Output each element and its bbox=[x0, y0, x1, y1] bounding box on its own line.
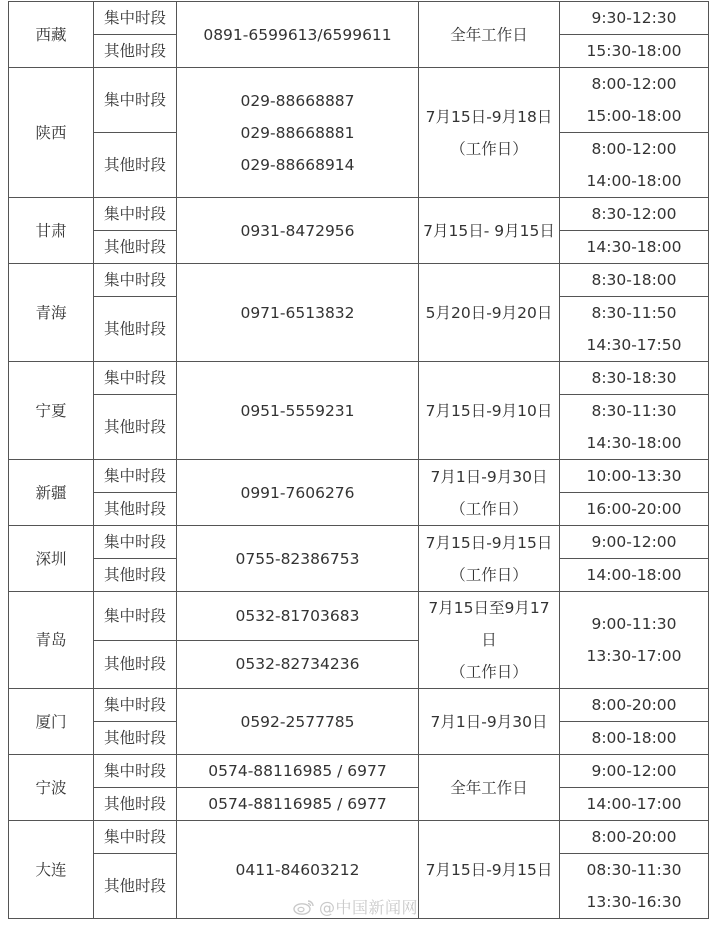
table-row bbox=[9, 362, 709, 395]
hours-cell: 8:30-11:30 14:30-18:00 bbox=[560, 395, 709, 460]
hours-cell: 8:00-20:00 bbox=[560, 689, 709, 722]
dates-cell: 7月15日-9月10日 bbox=[419, 362, 560, 460]
hours-cell: 8:00-18:00 bbox=[560, 722, 709, 755]
phone-cell: 0574-88116985 / 6977 bbox=[177, 788, 419, 821]
period-cell: 集中时段 bbox=[94, 821, 177, 854]
consultation-hours-table bbox=[8, 1, 709, 919]
hours-cell: 9:00-12:00 bbox=[560, 755, 709, 788]
period-cell: 其他时段 bbox=[94, 640, 177, 689]
period-cell: 其他时段 bbox=[94, 133, 177, 198]
dates-cell: 7月15日至9月17 日 （工作日） bbox=[419, 592, 560, 689]
dates-cell: 7月1日-9月30日 bbox=[419, 689, 560, 755]
table-row bbox=[9, 198, 709, 231]
region-cell: 宁夏 bbox=[9, 362, 94, 460]
period-cell: 其他时段 bbox=[94, 395, 177, 460]
hours-cell: 14:00-17:00 bbox=[560, 788, 709, 821]
period-cell: 其他时段 bbox=[94, 854, 177, 919]
period-cell: 集中时段 bbox=[94, 526, 177, 559]
period-cell: 集中时段 bbox=[94, 689, 177, 722]
dates-cell: 7月1日-9月30日 （工作日） bbox=[419, 460, 560, 526]
dates-cell: 全年工作日 bbox=[419, 755, 560, 821]
hours-cell: 10:00-13:30 bbox=[560, 460, 709, 493]
period-cell: 集中时段 bbox=[94, 460, 177, 493]
hours-cell: 14:30-18:00 bbox=[560, 231, 709, 264]
watermark-text: @中国新闻网 bbox=[319, 898, 419, 917]
period-cell: 其他时段 bbox=[94, 493, 177, 526]
hours-cell: 08:30-11:30 13:30-16:30 bbox=[560, 854, 709, 919]
table-row bbox=[9, 592, 709, 641]
region-cell: 青岛 bbox=[9, 592, 94, 689]
table-row bbox=[9, 689, 709, 722]
hours-cell: 14:00-18:00 bbox=[560, 559, 709, 592]
period-cell: 集中时段 bbox=[94, 264, 177, 297]
period-cell: 集中时段 bbox=[94, 755, 177, 788]
hours-cell: 8:00-12:00 14:00-18:00 bbox=[560, 133, 709, 198]
hours-cell: 8:30-18:00 bbox=[560, 264, 709, 297]
phone-cell: 0991-7606276 bbox=[177, 460, 419, 526]
phone-cell: 0931-8472956 bbox=[177, 198, 419, 264]
period-cell: 集中时段 bbox=[94, 362, 177, 395]
dates-cell: 全年工作日 bbox=[419, 2, 560, 68]
hours-cell: 8:30-12:00 bbox=[560, 198, 709, 231]
phone-cell: 029-88668887 029-88668881 029-88668914 bbox=[177, 68, 419, 198]
hours-cell: 9:00-12:00 bbox=[560, 526, 709, 559]
region-cell: 西藏 bbox=[9, 2, 94, 68]
period-cell: 集中时段 bbox=[94, 2, 177, 35]
phone-cell: 0755-82386753 bbox=[177, 526, 419, 592]
hours-cell: 9:00-11:30 13:30-17:00 bbox=[560, 592, 709, 689]
region-cell: 陕西 bbox=[9, 68, 94, 198]
region-cell: 甘肃 bbox=[9, 198, 94, 264]
region-cell: 青海 bbox=[9, 264, 94, 362]
region-cell: 宁波 bbox=[9, 755, 94, 821]
period-cell: 其他时段 bbox=[94, 788, 177, 821]
table-row bbox=[9, 460, 709, 493]
period-cell: 其他时段 bbox=[94, 231, 177, 264]
hours-cell: 8:00-12:00 15:00-18:00 bbox=[560, 68, 709, 133]
weibo-icon bbox=[293, 899, 315, 915]
region-cell: 深圳 bbox=[9, 526, 94, 592]
period-cell: 其他时段 bbox=[94, 559, 177, 592]
hours-cell: 9:30-12:30 bbox=[560, 2, 709, 35]
hours-cell: 8:30-18:30 bbox=[560, 362, 709, 395]
table-row bbox=[9, 526, 709, 559]
table-row bbox=[9, 755, 709, 788]
phone-cell: 0951-5559231 bbox=[177, 362, 419, 460]
hours-cell: 8:00-20:00 bbox=[560, 821, 709, 854]
phone-cell: 0971-6513832 bbox=[177, 264, 419, 362]
period-cell: 其他时段 bbox=[94, 722, 177, 755]
table-row bbox=[9, 788, 709, 821]
dates-cell: 7月15日-9月15日 （工作日） bbox=[419, 526, 560, 592]
phone-cell: 0574-88116985 / 6977 bbox=[177, 755, 419, 788]
region-cell: 厦门 bbox=[9, 689, 94, 755]
region-cell: 新疆 bbox=[9, 460, 94, 526]
phone-cell: 0891-6599613/6599611 bbox=[177, 2, 419, 68]
table-row bbox=[9, 68, 709, 133]
phone-cell: 0592-2577785 bbox=[177, 689, 419, 755]
period-cell: 其他时段 bbox=[94, 35, 177, 68]
period-cell: 集中时段 bbox=[94, 68, 177, 133]
hours-cell: 15:30-18:00 bbox=[560, 35, 709, 68]
period-cell: 集中时段 bbox=[94, 592, 177, 641]
phone-cell: 0532-81703683 bbox=[177, 592, 419, 641]
table-row bbox=[9, 264, 709, 297]
watermark bbox=[293, 895, 418, 918]
table-row bbox=[9, 821, 709, 854]
dates-cell: 7月15日-9月15日 bbox=[419, 821, 560, 919]
phone-cell: 0532-82734236 bbox=[177, 640, 419, 689]
hours-cell: 8:30-11:50 14:30-17:50 bbox=[560, 297, 709, 362]
period-cell: 其他时段 bbox=[94, 297, 177, 362]
region-cell: 大连 bbox=[9, 821, 94, 919]
dates-cell: 7月15日-9月18日 （工作日） bbox=[419, 68, 560, 198]
hours-cell: 16:00-20:00 bbox=[560, 493, 709, 526]
phone-cell: 0411-84603212 bbox=[177, 821, 419, 919]
dates-cell: 7月15日- 9月15日 bbox=[419, 198, 560, 264]
dates-cell: 5月20日-9月20日 bbox=[419, 264, 560, 362]
table-row bbox=[9, 2, 709, 35]
period-cell: 集中时段 bbox=[94, 198, 177, 231]
